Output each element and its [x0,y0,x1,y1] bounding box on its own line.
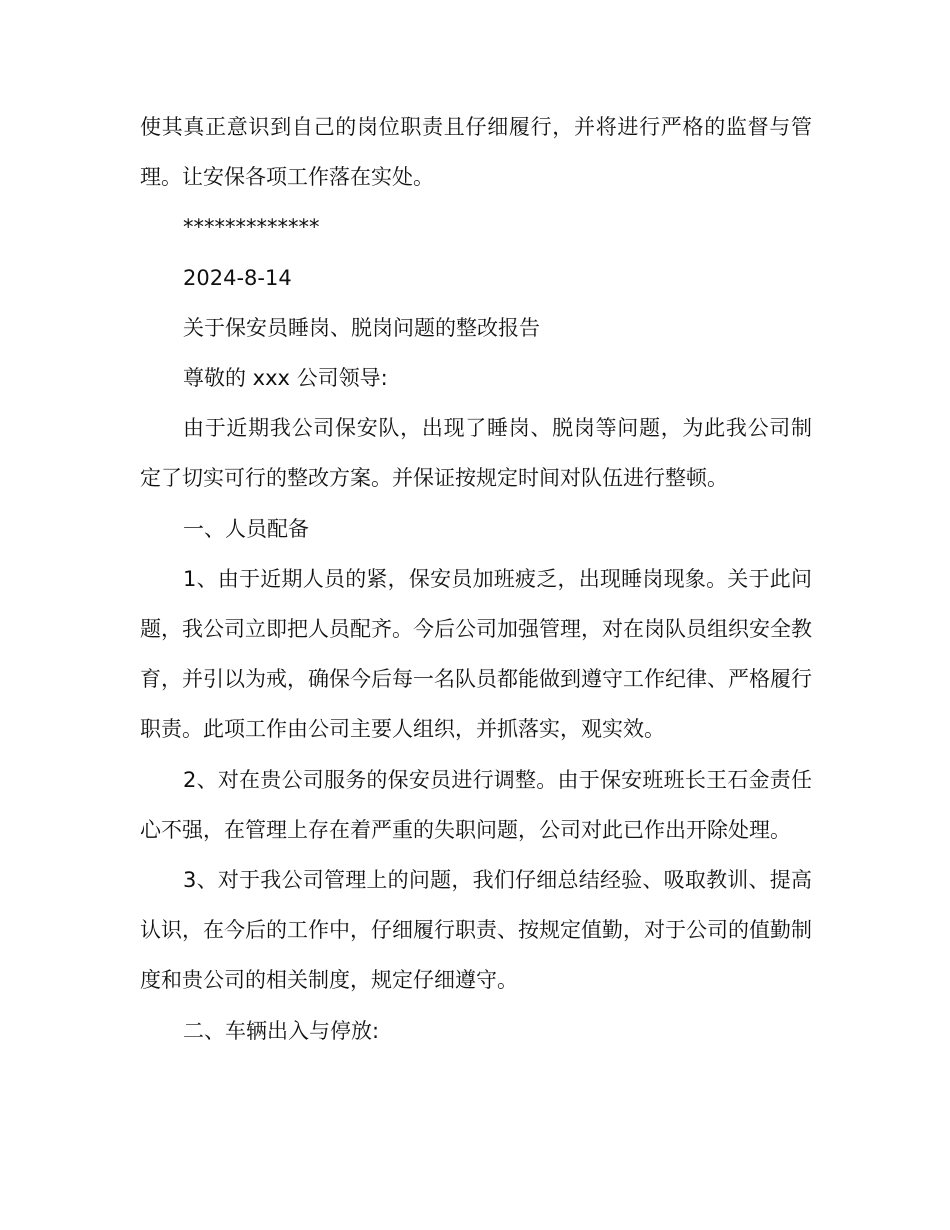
salutation: 尊敬的 xxx 公司领导: [183,366,388,391]
paragraph-item-3: 3、对于我公司管理上的问题，我们仔细总结经验、吸取教训、提高认识，在今后的工作中，仔细履行职责、按规定值勤，对于公司的值勤制度和贵公司的相关制度，规定仔细遵守。 [140,868,812,993]
document-body [140,102,812,1056]
section-heading-staffing: 一、人员配备 [183,516,309,541]
paragraph-item-2: 2、对在贵公司服务的保安员进行调整。由于保安班班长王石金责任心不强，在管理上存在着严重的失职问题，公司对此已作出开除处理。 [140,767,812,842]
report-title: 关于保安员睡岗、脱岗问题的整改报告 [183,315,540,340]
paragraph-item-1: 1、由于近期人员的紧，保安员加班疲乏，出现睡岗现象。关于此问题，我公司立即把人员配齐。今后公司加强管理，对在岗队员组织安全教育，并引以为戒，确保今后每一名队员都能做到遵守工作纪律、严格履行职责。此项工作由公司主要人组织，并抓落实，观实效。 [140,566,812,742]
report-date: 2024-8-14 [183,265,292,290]
paragraph-continuation: 使其真正意识到自己的岗位职责且仔细履行，并将进行严格的监督与管理。让安保各项工作落在实处。 [140,115,812,190]
section-heading-vehicles: 二、车辆出入与停放: [183,1018,380,1043]
paragraph-intro: 由于近期我公司保安队，出现了睡岗、脱岗等问题，为此我公司制定了切实可行的整改方案。并保证按规定时间对队伍进行整顿。 [140,416,812,491]
signature-asterisks: ************* [183,215,320,240]
